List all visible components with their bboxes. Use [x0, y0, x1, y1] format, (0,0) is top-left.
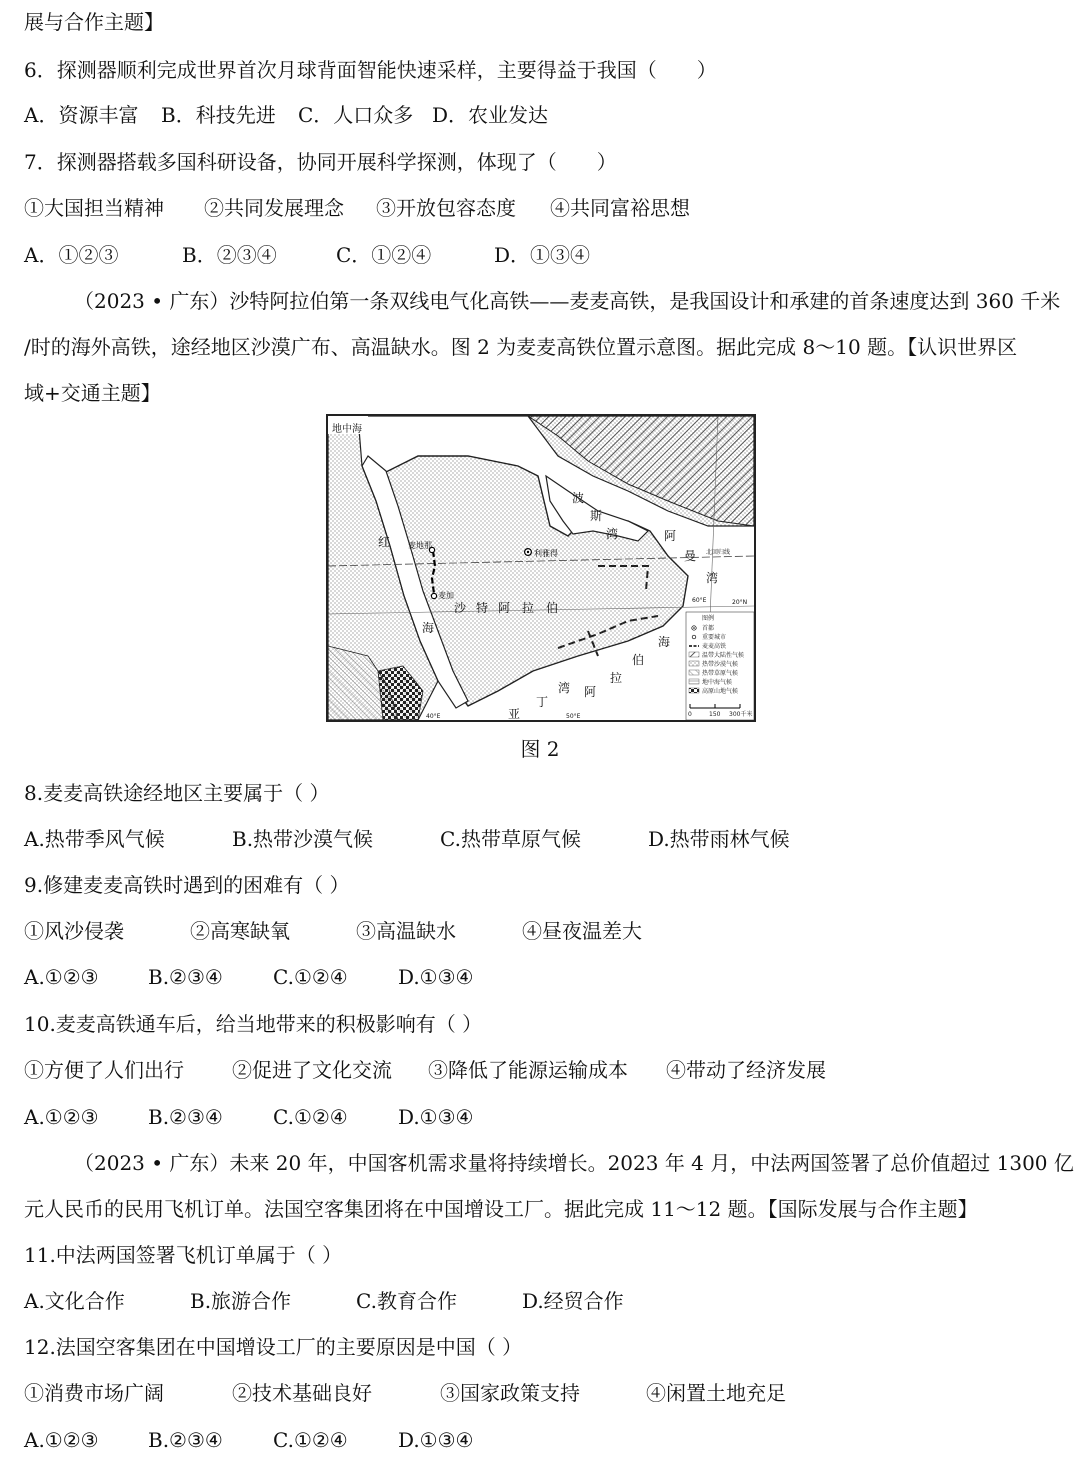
item-3: ③降低了能源运输成本 — [428, 1058, 628, 1082]
label-20n: 20°N — [732, 599, 748, 606]
label-saudi-arabia: 特 — [476, 601, 489, 615]
intro-paragraph-line: 域+交通主题】 — [24, 381, 161, 405]
label-arabian-sea: 阿 — [584, 685, 597, 699]
option-d: D.①③④ — [398, 1428, 474, 1452]
option-d: D.热带雨林气候 — [648, 827, 790, 851]
label-arabian-sea: 伯 — [632, 653, 645, 667]
item-1: ①大国担当精神 — [24, 196, 164, 220]
question-6: 6．探测器顺利完成世界首次月球背面智能快速采样，主要得益于我国（ ） — [24, 58, 717, 82]
option-c: C．人口众多 — [298, 103, 414, 127]
option-c: C.①②④ — [273, 1428, 348, 1452]
question-8: 8.麦麦高铁途经地区主要属于（ ） — [24, 781, 330, 805]
option-a: A．资源丰富 — [24, 103, 139, 127]
option-b: B.热带沙漠气候 — [232, 827, 374, 851]
item-2: ②促进了文化交流 — [232, 1058, 392, 1082]
item-4: ④闲置土地充足 — [646, 1381, 786, 1405]
option-b: B.②③④ — [148, 1105, 223, 1129]
item-1: ①方便了人们出行 — [24, 1058, 184, 1082]
legend-item: 麦麦高铁 — [702, 643, 727, 650]
scale-label: 0 — [688, 711, 692, 718]
label-persian-gulf: 波 — [572, 491, 585, 505]
option-a: A．①②③ — [24, 243, 119, 267]
question-10: 10.麦麦高铁通车后，给当地带来的积极影响有（ ） — [24, 1012, 483, 1036]
option-b: B.②③④ — [148, 965, 223, 989]
option-a: A.①②③ — [24, 1428, 99, 1452]
label-red-sea: 红 — [378, 535, 391, 549]
label-50e: 50°E — [566, 713, 581, 720]
legend-item: 热带草原气候 — [702, 670, 739, 677]
legend-item: 重要城市 — [702, 634, 727, 641]
label-medina: 麦地那 — [408, 541, 432, 550]
text-line: 展与合作主题】 — [24, 10, 164, 34]
label-mecca: 麦加 — [438, 591, 454, 600]
label-gulf-of-aden: 亚 — [508, 707, 521, 720]
option-a: A.①②③ — [24, 965, 99, 989]
railway-location-map — [326, 414, 756, 722]
item-3: ③开放包容态度 — [376, 196, 516, 220]
item-1: ①消费市场广阔 — [24, 1381, 164, 1405]
item-2: ②技术基础良好 — [232, 1381, 372, 1405]
intro-paragraph-line: （2023 • 广东）沙特阿拉伯第一条双线电气化高铁——麦麦高铁，是我国设计和承建的首条速度达到 360 千米 — [74, 289, 1061, 313]
option-d: D．农业发达 — [432, 103, 549, 127]
option-d: D.①③④ — [398, 965, 474, 989]
label-persian-gulf: 湾 — [606, 527, 619, 541]
label-persian-gulf: 斯 — [590, 509, 603, 523]
option-b: B．②③④ — [182, 243, 277, 267]
option-a: A.热带季风气候 — [24, 827, 165, 851]
label-60e: 60°E — [692, 597, 707, 604]
option-c: C.①②④ — [273, 965, 348, 989]
city-icon — [692, 635, 696, 639]
option-d: D.经贸合作 — [522, 1289, 624, 1313]
label-gulf-of-aden: 湾 — [558, 681, 571, 695]
intro-paragraph-line: /时的海外高铁，途经地区沙漠广布、高温缺水。图 2 为麦麦高铁位置示意图。据此完成 8～10 题。【认识世界区 — [24, 335, 1018, 359]
option-c: C.①②④ — [273, 1105, 348, 1129]
item-4: ④带动了经济发展 — [666, 1058, 826, 1082]
option-a: A.文化合作 — [24, 1289, 125, 1313]
mecca-marker — [431, 593, 436, 598]
label-gulf-of-oman: 阿 — [664, 529, 677, 543]
item-2: ②高寒缺氧 — [190, 919, 290, 943]
legend-item: 热带沙漠气候 — [702, 661, 739, 668]
question-9: 9.修建麦麦高铁时遇到的困难有（ ） — [24, 873, 350, 897]
legend-title: 图例 — [702, 615, 715, 622]
figure-caption: 图 2 — [520, 737, 560, 761]
scale-label: 150 — [709, 711, 721, 718]
label-saudi-arabia: 拉 — [522, 601, 535, 615]
option-d: D.①③④ — [398, 1105, 474, 1129]
legend-item: 首都 — [702, 625, 715, 632]
question-7: 7．探测器搭载多国科研设备，协同开展科学探测，体现了（ ） — [24, 150, 617, 174]
option-b: B.旅游合作 — [190, 1289, 292, 1313]
map-legend — [686, 612, 754, 720]
label-arabian-sea: 拉 — [610, 671, 623, 685]
option-d: D．①③④ — [494, 243, 591, 267]
map-svg — [328, 416, 754, 720]
intro-paragraph-line: （2023 • 广东）未来 20 年，中国客机需求量将持续增长。2023 年 4 月，中法两国签署了总价值超过 1300 亿 — [74, 1151, 1074, 1175]
label-40e: 40°E — [426, 713, 441, 720]
label-mediterranean: 地中海 — [332, 424, 362, 435]
option-b: B.②③④ — [148, 1428, 223, 1452]
label-saudi-arabia: 伯 — [546, 601, 559, 615]
label-gulf-of-oman: 曼 — [684, 549, 697, 563]
option-c: C．①②④ — [336, 243, 432, 267]
item-3: ③高温缺水 — [356, 919, 456, 943]
legend-item: 高原山地气候 — [702, 688, 739, 695]
option-c: C.热带草原气候 — [440, 827, 581, 851]
item-4: ④昼夜温差大 — [522, 919, 642, 943]
label-saudi-arabia: 阿 — [498, 601, 511, 615]
label-tropic: 北回归线 — [706, 549, 731, 556]
label-arabian-sea: 海 — [658, 635, 671, 649]
legend-item: 地中海气候 — [702, 679, 733, 686]
intro-paragraph-line: 元人民币的民用飞机订单。法国空客集团将在中国增设工厂。据此完成 11～12 题。【国际发展与合作主题】 — [24, 1197, 978, 1221]
item-2: ②共同发展理念 — [204, 196, 344, 220]
option-b: B．科技先进 — [161, 103, 276, 127]
option-a: A.①②③ — [24, 1105, 99, 1129]
label-red-sea: 海 — [422, 621, 435, 635]
item-4: ④共同富裕思想 — [550, 196, 690, 220]
option-c: C.教育合作 — [356, 1289, 457, 1313]
label-gulf-of-aden: 丁 — [536, 695, 549, 709]
legend-item: 温带大陆性气候 — [702, 652, 745, 659]
label-riyadh: 利雅得 — [534, 549, 558, 558]
question-11: 11.中法两国签署飞机订单属于（ ） — [24, 1243, 343, 1267]
item-1: ①风沙侵袭 — [24, 919, 124, 943]
label-saudi-arabia: 沙 — [454, 601, 467, 615]
item-3: ③国家政策支持 — [440, 1381, 580, 1405]
label-gulf-of-oman: 湾 — [706, 571, 719, 585]
scale-label: 300千米 — [729, 711, 753, 718]
question-12: 12.法国空客集团在中国增设工厂的主要原因是中国（ ） — [24, 1335, 523, 1359]
